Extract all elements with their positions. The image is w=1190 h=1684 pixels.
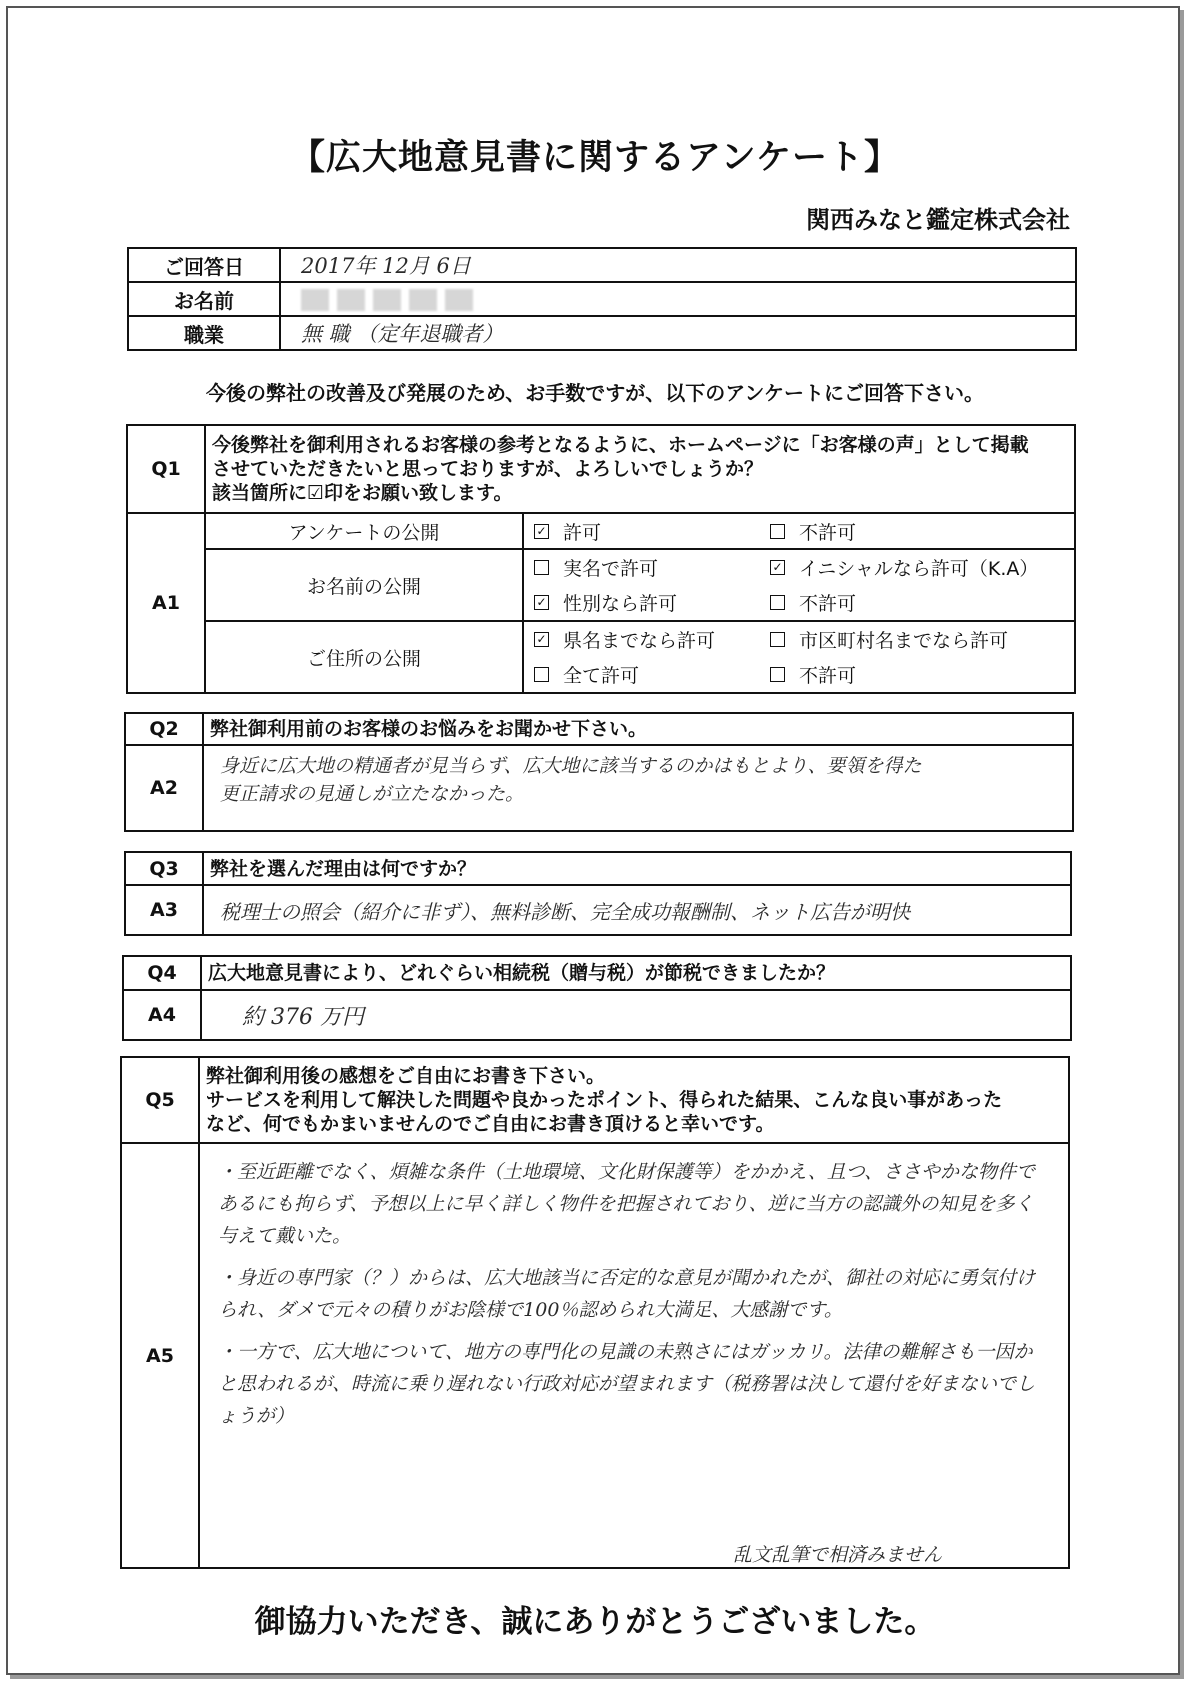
signature-note: 乱文乱筆で相済みません (732, 1544, 942, 1566)
q4-label: Q4 (123, 956, 201, 990)
q3-a3-table (124, 851, 1072, 936)
a5-label: A5 (121, 1143, 199, 1568)
checkbox-icon[interactable] (534, 560, 549, 575)
q5-label: Q5 (121, 1057, 199, 1143)
a1-label: A1 (127, 513, 205, 693)
checkbox-checked-icon[interactable]: ✓ (534, 524, 549, 539)
addr-opt-prefecture[interactable]: ✓ 県名までなら許可 (523, 621, 770, 657)
name-opt-realname[interactable]: 実名で許可 (523, 549, 770, 585)
checkbox-icon[interactable] (534, 667, 549, 682)
checkbox-icon[interactable] (770, 595, 785, 610)
a4-label: A4 (123, 990, 201, 1040)
name-opt-deny[interactable]: 不許可 (770, 585, 1075, 621)
name-opt-initial[interactable]: ✓ イニシャルなら許可（K.A） (770, 549, 1075, 585)
q3-label: Q3 (125, 852, 203, 885)
a3-answer: 税理士の照会（紹介に非ず）、無料診断、完全成功報酬制、ネット広告が明快 (203, 885, 1071, 935)
q3-text: 弊社を選んだ理由は何ですか？ (203, 852, 1071, 885)
checkbox-icon[interactable] (770, 524, 785, 539)
a5-paragraph-2: ・身近の専門家（？）からは、広大地該当に否定的な意見が聞かれたが、御社の対応に勇気付けられ、ダメで元々の積りがお陰様で100％認められ大満足、大感謝です。 (218, 1267, 1036, 1321)
a5-paragraph-1: ・至近距離でなく、煩雑な条件（土地環境、文化財保護等）をかかえ、且つ、ささやかな物件であるにも拘らず、予想以上に早く詳しく物件を把握されており、逆に当方の認識外の知見を多く与えて戴いた。 (218, 1161, 1036, 1247)
a5-answer (199, 1143, 1069, 1568)
job-value: 無 職 （定年退職者） (280, 316, 1076, 350)
addr-opt-city[interactable]: 市区町村名までなら許可 (770, 621, 1075, 657)
survey-opt-allow[interactable]: ✓ 許可 (523, 513, 770, 549)
q4-a4-table (122, 955, 1072, 1041)
date-value: 2017年 12月 6日 (280, 248, 1076, 282)
date-label: ご回答日 (128, 248, 280, 282)
address-publish-label: ご住所の公開 (205, 621, 523, 693)
a2-answer: 身近に広大地の精通者が見当らず、広大地に該当するのかはもとより、要領を得た 更正請求の見通しが立たなかった。 (203, 745, 1073, 831)
name-opt-gender[interactable]: ✓ 性別なら許可 (523, 585, 770, 621)
q2-a2-table (124, 712, 1074, 832)
intro-text: 今後の弊社の改善及び発展のため、お手数ですが、以下のアンケートにご回答下さい。 (206, 381, 984, 405)
q1-a1-table (126, 424, 1076, 694)
name-publish-label: お名前の公開 (205, 549, 523, 621)
company-name: 関西みなと鑑定株式会社 (806, 206, 1070, 234)
q1-label: Q1 (127, 425, 205, 513)
survey-publish-label: アンケートの公開 (205, 513, 523, 549)
q5-text: 弊社御利用後の感想をご自由にお書き下さい。 サービスを利用して解決した問題や良かったポイント、得られた結果、こんな良い事があった など、何でもかまいませんのでご自由にお書き頂けると幸いです。 (199, 1057, 1069, 1143)
name-value-redacted (280, 282, 1076, 316)
a3-label: A3 (125, 885, 203, 935)
a5-paragraph-3: ・一方で、広大地について、地方の専門化の見識の未熟さにはガッカリ。法律の難解さも一因かと思われるが、時流に乗り遅れない行政対応が望まれます（税務署は決して還付を好まないでしょうが） (218, 1341, 1036, 1427)
name-label: お名前 (128, 282, 280, 316)
q4-text: 広大地意見書により、どれぐらい相続税（贈与税）が節税できましたか？ (201, 956, 1071, 990)
job-label: 職業 (128, 316, 280, 350)
q2-text: 弊社御利用前のお客様のお悩みをお聞かせ下さい。 (203, 713, 1073, 745)
survey-opt-deny[interactable]: 不許可 (770, 513, 1075, 549)
checkbox-checked-icon[interactable]: ✓ (534, 632, 549, 647)
footer-thanks: 御協力いただき、誠にありがとうございました。 (254, 1604, 936, 1640)
checkbox-checked-icon[interactable]: ✓ (534, 595, 549, 610)
a2-label: A2 (125, 745, 203, 831)
addr-opt-all[interactable]: 全て許可 (523, 657, 770, 693)
page-title: 【広大地意見書に関するアンケート】 (290, 138, 900, 178)
q1-text: 今後弊社を御利用されるお客様の参考となるように、ホームページに「お客様の声」として掲載 させていただきたいと思っておりますが、よろしいでしょうか？ 該当箇所に☑印をお願い致します。 (205, 425, 1075, 513)
addr-opt-deny[interactable]: 不許可 (770, 657, 1075, 693)
checkbox-icon[interactable] (770, 632, 785, 647)
respondent-info-table (127, 247, 1077, 351)
checkbox-checked-icon[interactable]: ✓ (770, 560, 785, 575)
q2-label: Q2 (125, 713, 203, 745)
checkbox-icon[interactable] (770, 667, 785, 682)
a4-answer: 約 376 万円 (201, 990, 1071, 1040)
q5-a5-table (120, 1056, 1070, 1569)
